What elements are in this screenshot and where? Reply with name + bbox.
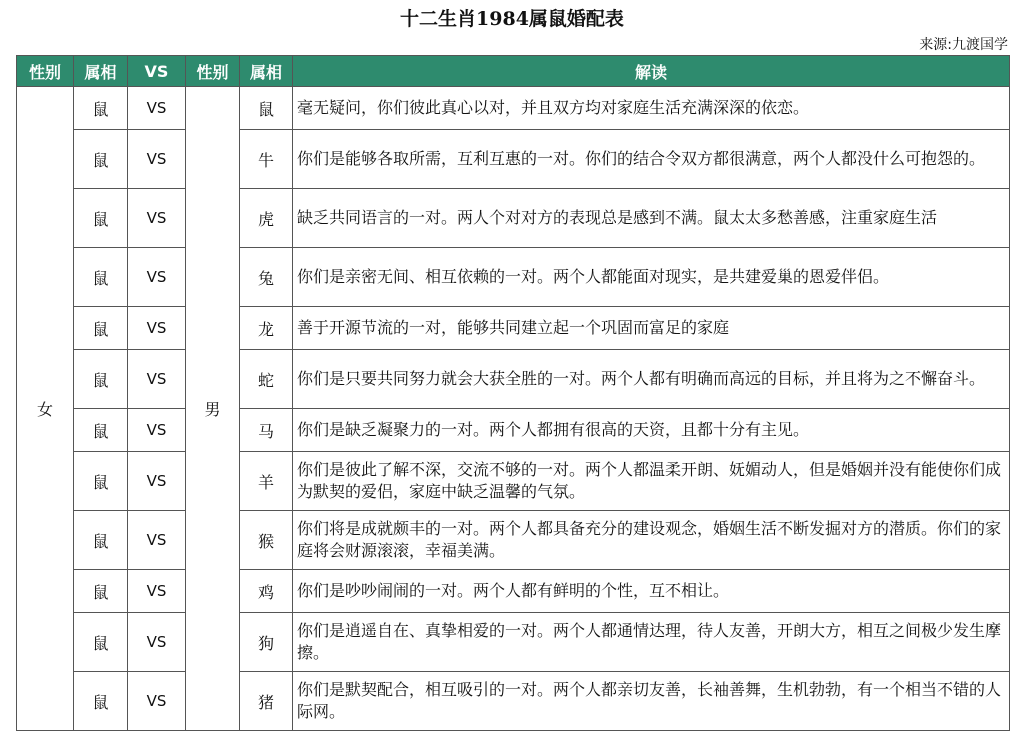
vs-cell: VS — [128, 409, 186, 452]
vs-cell: VS — [128, 570, 186, 613]
sign2-cell: 牛 — [240, 130, 293, 189]
desc-cell: 你们是彼此了解不深，交流不够的一对。两个人都温柔开朗、妩媚动人，但是婚姻并没有能使你们成为默契的爱侣，家庭中缺乏温馨的气氛。 — [293, 452, 1010, 511]
sign1-cell: 鼠 — [74, 307, 128, 350]
sign2-cell: 虎 — [240, 189, 293, 248]
sign2-cell: 猴 — [240, 511, 293, 570]
vs-cell: VS — [128, 130, 186, 189]
desc-cell: 你们将是成就颇丰的一对。两个人都具备充分的建设观念，婚姻生活不断发掘对方的潜质。你们的家庭将会财源滚滚，幸福美满。 — [293, 511, 1010, 570]
sign2-cell: 猪 — [240, 672, 293, 731]
desc-cell: 你们是吵吵闹闹的一对。两个人都有鲜明的个性，互不相让。 — [293, 570, 1010, 613]
vs-cell: VS — [128, 452, 186, 511]
header-sign1: 属相 — [74, 56, 128, 87]
header-vs: VS — [128, 56, 186, 87]
table-row — [17, 189, 1010, 248]
table-row — [17, 248, 1010, 307]
header-gender1: 性别 — [17, 56, 74, 87]
header-gender2: 性别 — [186, 56, 240, 87]
male-cell: 男 — [186, 87, 240, 731]
table-row — [17, 452, 1010, 511]
vs-cell: VS — [128, 87, 186, 130]
sign2-cell: 兔 — [240, 248, 293, 307]
table-row — [17, 307, 1010, 350]
table-row — [17, 350, 1010, 409]
vs-cell: VS — [128, 189, 186, 248]
sign2-cell: 鸡 — [240, 570, 293, 613]
vs-cell: VS — [128, 613, 186, 672]
table-header-row — [17, 56, 1010, 87]
table-row — [17, 613, 1010, 672]
sign1-cell: 鼠 — [74, 350, 128, 409]
source-label: 来源:九渡国学 — [919, 37, 1008, 53]
sign1-cell: 鼠 — [74, 452, 128, 511]
sign1-cell: 鼠 — [74, 87, 128, 130]
desc-cell: 你们是能够各取所需，互利互惠的一对。你们的结合令双方都很满意，两个人都没什么可抱怨的。 — [293, 130, 1010, 189]
desc-cell: 你们是逍遥自在、真挚相爱的一对。两个人都通情达理，待人友善，开朗大方，相互之间极少发生摩擦。 — [293, 613, 1010, 672]
sign2-cell: 羊 — [240, 452, 293, 511]
table-row — [17, 570, 1010, 613]
compatibility-table — [16, 55, 1010, 731]
desc-cell: 善于开源节流的一对，能够共同建立起一个巩固而富足的家庭 — [293, 307, 1010, 350]
vs-cell: VS — [128, 672, 186, 731]
table-row — [17, 409, 1010, 452]
desc-cell: 你们是亲密无间、相互依赖的一对。两个人都能面对现实，是共建爱巢的恩爱伴侣。 — [293, 248, 1010, 307]
table-row — [17, 511, 1010, 570]
sign2-cell: 龙 — [240, 307, 293, 350]
sign1-cell: 鼠 — [74, 511, 128, 570]
table-row — [17, 130, 1010, 189]
vs-cell: VS — [128, 511, 186, 570]
sign2-cell: 马 — [240, 409, 293, 452]
sign1-cell: 鼠 — [74, 613, 128, 672]
page-title: 十二生肖1984属鼠婚配表 — [400, 8, 624, 30]
desc-cell: 你们是默契配合，相互吸引的一对。两个人都亲切友善，长袖善舞，生机勃勃，有一个相当不错的人际网。 — [293, 672, 1010, 731]
sign1-cell: 鼠 — [74, 409, 128, 452]
vs-cell: VS — [128, 248, 186, 307]
header-sign2: 属相 — [240, 56, 293, 87]
sign1-cell: 鼠 — [74, 248, 128, 307]
table-row — [17, 672, 1010, 731]
sign1-cell: 鼠 — [74, 672, 128, 731]
desc-cell: 毫无疑问，你们彼此真心以对，并且双方均对家庭生活充满深深的依恋。 — [293, 87, 1010, 130]
sign2-cell: 狗 — [240, 613, 293, 672]
vs-cell: VS — [128, 307, 186, 350]
sign1-cell: 鼠 — [74, 130, 128, 189]
sign1-cell: 鼠 — [74, 189, 128, 248]
desc-cell: 缺乏共同语言的一对。两人个对对方的表现总是感到不满。鼠太太多愁善感，注重家庭生活 — [293, 189, 1010, 248]
sign2-cell: 蛇 — [240, 350, 293, 409]
female-cell: 女 — [17, 87, 74, 731]
sign1-cell: 鼠 — [74, 570, 128, 613]
desc-cell: 你们是缺乏凝聚力的一对。两个人都拥有很高的天资，且都十分有主见。 — [293, 409, 1010, 452]
vs-cell: VS — [128, 350, 186, 409]
desc-cell: 你们是只要共同努力就会大获全胜的一对。两个人都有明确而高远的目标，并且将为之不懈奋斗。 — [293, 350, 1010, 409]
sign2-cell: 鼠 — [240, 87, 293, 130]
table-row — [17, 87, 1010, 130]
header-desc: 解读 — [293, 56, 1010, 87]
